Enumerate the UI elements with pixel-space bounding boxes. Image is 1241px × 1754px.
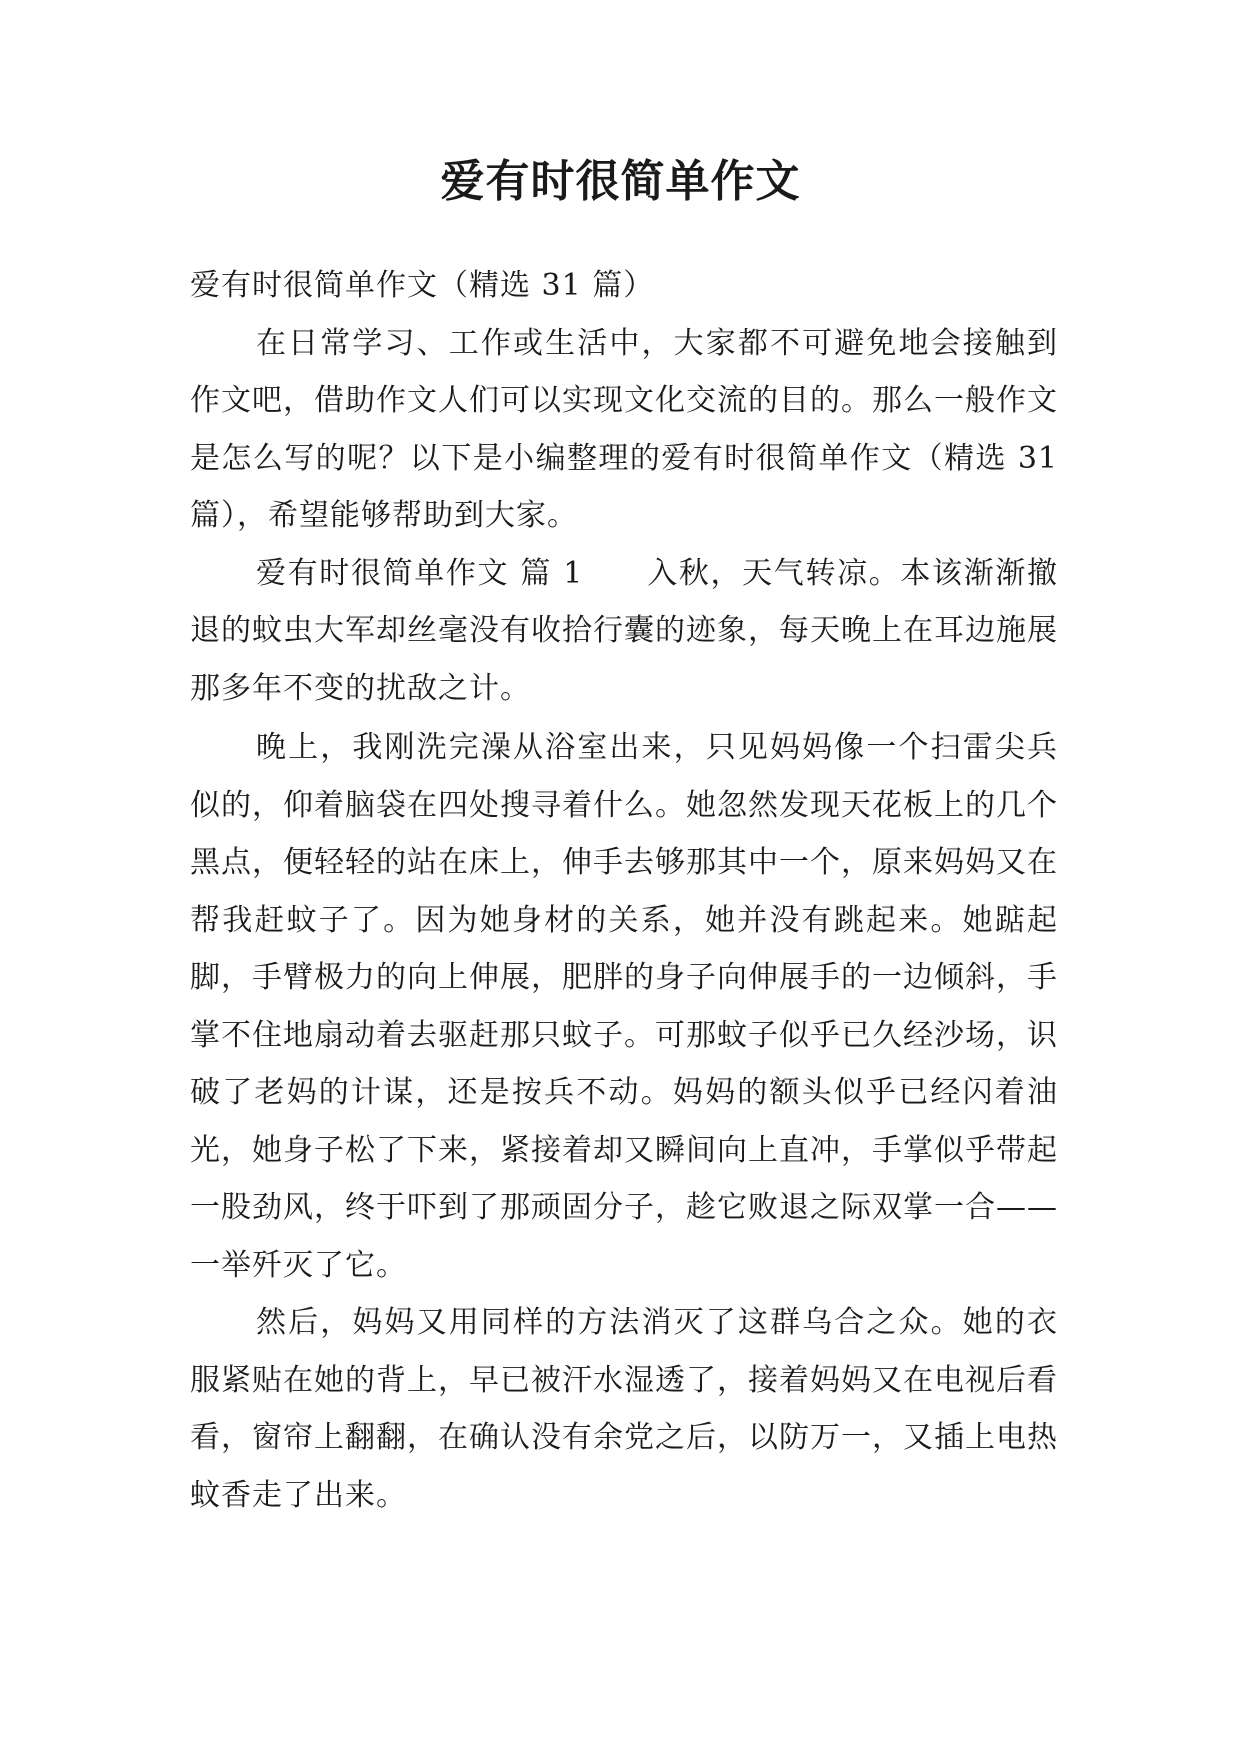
intro-paragraph: 在日常学习、工作或生活中，大家都不可避免地会接触到作文吧，借助作文人们可以实现文化交流的目的。那么一般作文是怎么写的呢？以下是小编整理的爱有时很简单作文（精选 31 篇），希望能够帮助到大家。 (190, 325, 1058, 533)
essay-1-opening-paragraph: 爱有时很简单作文 篇 1 入秋，天气转凉。本该渐渐撤退的蚊虫大军却丝毫没有收拾行囊的迹象，每天晚上在耳边施展那多年不变的扰敌之计。 (190, 555, 1058, 706)
essay-1-paragraph-3: 然后，妈妈又用同样的方法消灭了这群乌合之众。她的衣服紧贴在她的背上，早已被汗水湿透了，接着妈妈又在电视后看看，窗帘上翻翻，在确认没有余党之后，以防万一，又插上电热蚊香走了出来。 (190, 1305, 1058, 1513)
document-body (190, 257, 1058, 1524)
essay-1-paragraph-2: 晚上，我刚洗完澡从浴室出来，只见妈妈像一个扫雷尖兵似的，仰着脑袋在四处搜寻着什么。她忽然发现天花板上的几个黑点，便轻轻的站在床上，伸手去够那其中一个，原来妈妈又在帮我赶蚊子了。因为她身材的关系，她并没有跳起来。她踮起脚，手臂极力的向上伸展，肥胖的身子向伸展手的一边倾斜，手掌不住地扇动着去驱赶那只蚊子。可那蚊子似乎已久经沙场，识破了老妈的计谋，还是按兵不动。妈妈的额头似乎已经闪着油光，她身子松了下来，紧接着却又瞬间向上直冲，手掌似乎带起一股劲风，终于吓到了那顽固分子，趁它败退之际双掌一合——一举歼灭了它。 (190, 730, 1058, 1283)
document-subtitle: 爱有时很简单作文（精选 31 篇） (190, 268, 655, 303)
document-title: 爱有时很简单作文 (440, 156, 801, 207)
